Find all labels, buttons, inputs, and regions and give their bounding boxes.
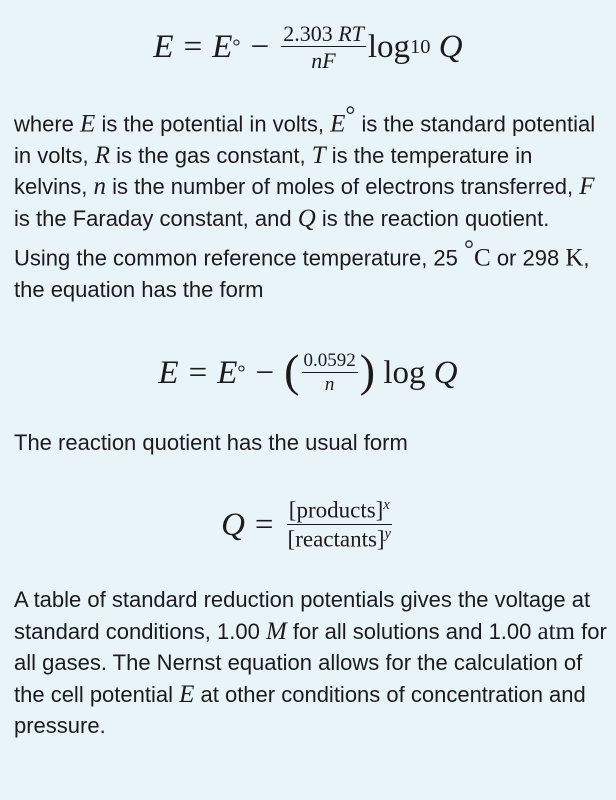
- p3-math-molarity: M: [265, 617, 287, 645]
- eq1-log-base: 10: [410, 35, 431, 58]
- eq2-left-paren: (: [284, 345, 300, 396]
- p1-text: is the Faraday constant, and: [14, 205, 298, 231]
- p1-text: is the number of moles of electrons transferred,: [105, 174, 580, 200]
- eq3-fraction: [286, 498, 393, 552]
- p1-math-t: T: [311, 141, 326, 169]
- nernst-equation-298k: [0, 338, 616, 408]
- eq3-exp-y: y: [384, 526, 391, 542]
- p1-math-e: E: [80, 110, 96, 138]
- eq1-minus: −: [250, 28, 270, 65]
- p1-text: is the standard potential in volts,: [14, 111, 596, 168]
- p1-text: where: [14, 111, 81, 137]
- eq3-numerator: [287, 498, 392, 525]
- eq1-numerator: [281, 22, 366, 47]
- eq1-num-coef: 2.303: [283, 20, 333, 46]
- p1-text: , the equation has the form: [14, 245, 590, 303]
- eq2-equals: =: [188, 354, 208, 391]
- eq2-q: Q: [433, 354, 458, 391]
- p1-math-n: n: [93, 173, 106, 201]
- eq2-lhs: E: [158, 354, 179, 391]
- p1-text: is the reaction quotient. Using the common reference temperature, 25: [14, 205, 550, 271]
- p1-math-f: F: [579, 173, 595, 201]
- eq1-equals: =: [183, 28, 203, 65]
- eq1-denominator: nF: [311, 48, 336, 73]
- eq2-denominator: n: [324, 374, 335, 395]
- eq2-numerator: 0.0592: [303, 350, 356, 372]
- p3-math-e: E: [179, 680, 195, 708]
- eq2-degree: °: [237, 361, 246, 384]
- eq2-fraction: [302, 351, 358, 395]
- p1-text: is the temperature in kelvins,: [14, 142, 533, 200]
- eq3-products: [products]: [288, 497, 384, 523]
- eq1-e0: E: [212, 28, 233, 65]
- eq2-log: log: [383, 354, 426, 391]
- p1-math-r: R: [94, 141, 110, 169]
- eq3-reactants: [reactants]: [287, 526, 385, 552]
- paragraph-standard-conditions: [14, 584, 610, 742]
- p1-math-celsius: C: [474, 244, 491, 272]
- eq2-e0: E: [217, 354, 238, 391]
- paragraph-variable-definitions: [14, 100, 610, 306]
- p1-math-kelvin: K: [565, 244, 584, 272]
- p1-text: or 298: [490, 245, 566, 271]
- p3-text: A table of standard reduction potentials gives the voltage at standard conditions, 1.00: [14, 587, 591, 644]
- p1-math-degree: °: [464, 236, 475, 264]
- eq1-fraction: [281, 22, 366, 72]
- eq2-minus: −: [255, 354, 275, 391]
- eq3-denominator: [286, 525, 393, 552]
- eq2-right-paren: ): [359, 345, 376, 396]
- eq3-exp-x: x: [383, 497, 390, 514]
- p1-text: is the potential in volts,: [95, 111, 331, 137]
- p3-text: at other conditions of concentration and pressure.: [14, 681, 586, 738]
- eq1-num-vars: RT: [338, 20, 364, 46]
- p3-text: for all gases. The Nernst equation allows for the calculation of the cell potential: [14, 618, 607, 707]
- p1-math-degree: °: [345, 102, 356, 129]
- p3-text: for all solutions and 1.00: [286, 618, 538, 644]
- eq3-lhs: Q: [221, 506, 245, 543]
- p1-text: is the gas constant,: [109, 142, 312, 168]
- paragraph-reaction-quotient-intro: The reaction quotient has the usual form: [14, 430, 408, 455]
- nernst-equation-general: [0, 14, 616, 80]
- eq1-lhs: E: [153, 28, 174, 65]
- eq1-degree: °: [232, 35, 241, 58]
- eq1-log: log: [367, 28, 411, 65]
- p3-math-atm: atm: [537, 617, 575, 645]
- p1-math-e0: E: [330, 110, 346, 138]
- eq3-equals: =: [254, 506, 274, 543]
- reaction-quotient-equation: [0, 484, 616, 566]
- eq1-q: Q: [438, 28, 463, 65]
- p1-math-q: Q: [297, 204, 316, 232]
